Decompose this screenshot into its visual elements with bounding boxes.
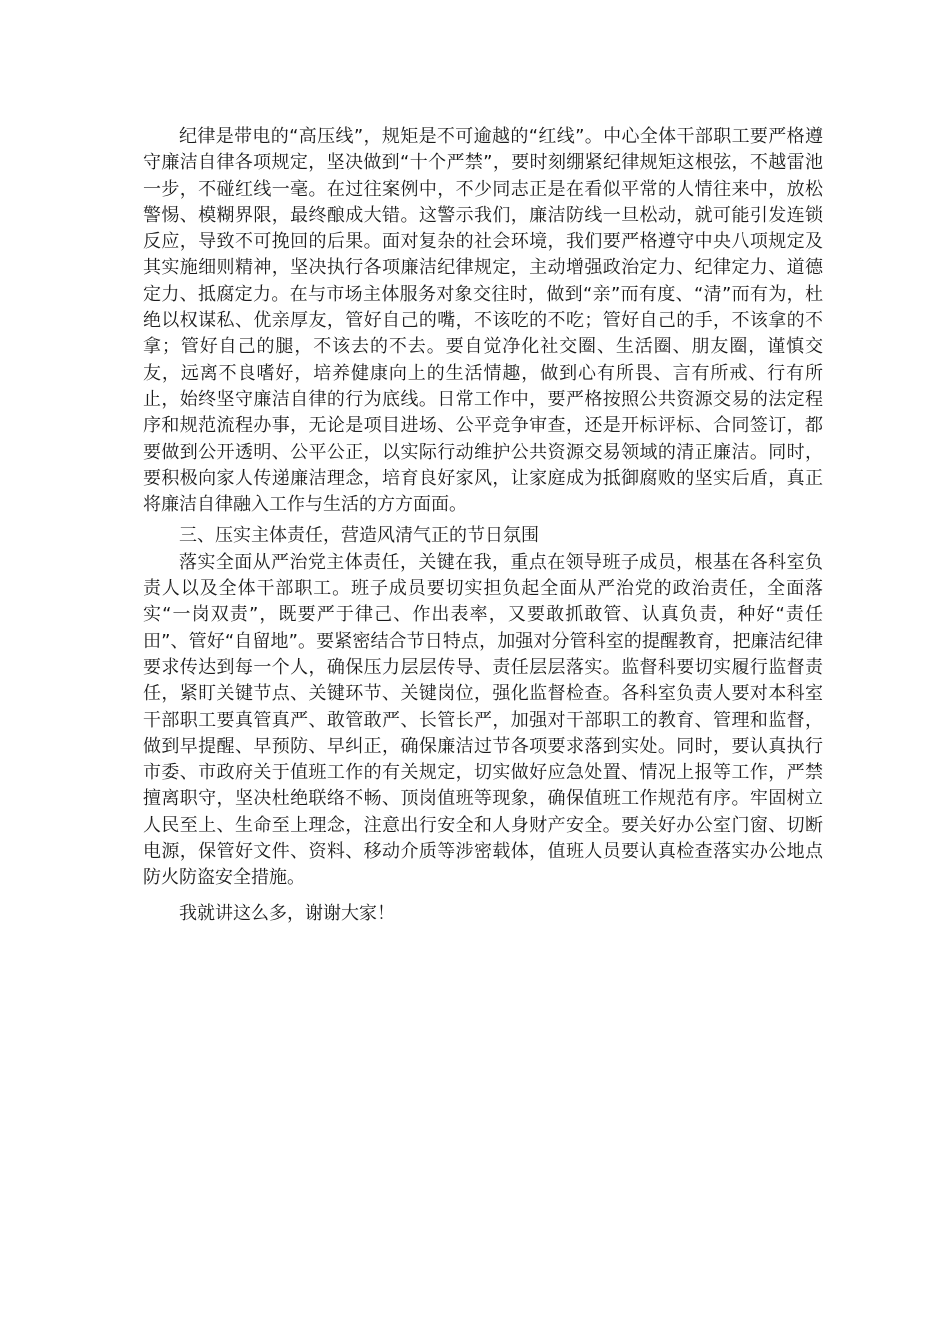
document-body [143,124,823,927]
paragraph-responsibility: 落实全面从严治党主体责任，关键在我，重点在领导班子成员，根基在各科室负责人以及全体干部职工。班子成员要切实担负起全面从严治党的政治责任，全面落实“一岗双责”，既要严于律己、作出表率，又要敢抓敢管、认真负责，种好“责任田”、管好“自留地”。要紧密结合节日特点，加强对分管科室的提醒教育，把廉洁纪律要求传达到每一个人，确保压力层层传导、责任层层落实。监督科要切实履行监督责任，紧盯关键节点、关键环节、关键岗位，强化监督检查。各科室负责人要对本科室干部职工要真管真严、敢管敢严、长管长严，加强对干部职工的教育、管理和监督，做到早提醒、早预防、早纠正，确保廉洁过节各项要求落到实处。同时，要认真执行市委、市政府关于值班工作的有关规定，切实做好应急处置、情况上报等工作，严禁擅离职守，坚决杜绝联络不畅、顶岗值班等现象，确保值班工作规范有序。牢固树立人民至上、生命至上理念，注意出行安全和人身财产安全。要关好办公室门窗、切断电源，保管好文件、资料、移动介质等涉密载体，值班人员要认真检查落实办公地点防火防盗安全措施。 [143,551,823,889]
section-heading-three: 三、压实主体责任，营造风清气正的节日氛围 [179,525,539,547]
paragraph-closing: 我就讲这么多，谢谢大家！ [179,902,395,924]
paragraph-discipline: 纪律是带电的“高压线”，规矩是不可逾越的“红线”。中心全体干部职工要严格遵守廉洁自律各项规定，坚决做到“十个严禁”，要时刻绷紧纪律规矩这根弦，不越雷池一步，不碰红线一毫。在过往案例中，不少同志正是在看似平常的人情往来中，放松警惕、模糊界限，最终酿成大错。这警示我们，廉洁防线一旦松动，就可能引发连锁反应，导致不可挽回的后果。面对复杂的社会环境，我们要严格遵守中央八项规定及其实施细则精神，坚决执行各项廉洁纪律规定，主动增强政治定力、纪律定力、道德定力、抵腐定力。在与市场主体服务对象交往时，做到“亲”而有度、“清”而有为，杜绝以权谋私、优亲厚友，管好自己的嘴，不该吃的不吃；管好自己的手，不该拿的不拿；管好自己的腿，不该去的不去。要自觉净化社交圈、生活圈、朋友圈，谨慎交友，远离不良嗜好，培养健康向上的生活情趣，做到心有所畏、言有所戒、行有所止，始终坚守廉洁自律的行为底线。日常工作中，要严格按照公共资源交易的法定程序和规范流程办事，无论是项目进场、公平竞争审查，还是开标评标、合同签订，都要做到公开透明、公平公正，以实际行动维护公共资源交易领域的清正廉洁。同时，要积极向家人传递廉洁理念，培育良好家风，让家庭成为抵御腐败的坚实后盾，真正将廉洁自律融入工作与生活的方方面面。 [143,126,823,516]
